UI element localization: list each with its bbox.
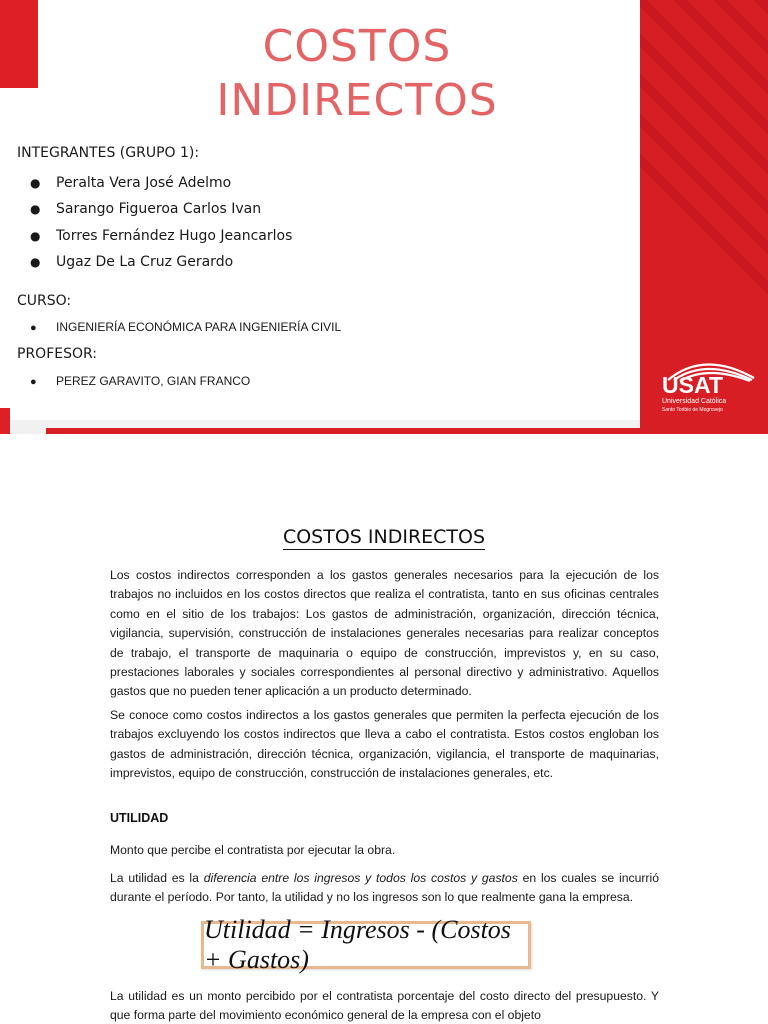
paragraph-5: La utilidad es un monto percibido por el contratista porcentaje del costo directo del presupuesto. Y que forma parte del movimiento económico general de la empresa con el objeto [110, 989, 659, 1023]
bullet-icon: ● [30, 176, 41, 190]
member-item [30, 228, 292, 244]
professor-label: PROFESOR: [17, 346, 98, 362]
paragraph-4 [110, 869, 659, 908]
member-item [30, 254, 233, 270]
utilidad-heading: UTILIDAD [110, 811, 169, 825]
member-name: Torres Fernández Hugo Jeancarlos [56, 228, 293, 244]
cover-title-line1: COSTOS [262, 21, 452, 72]
member-name: Sarango Figueroa Carlos Ivan [56, 201, 262, 217]
member-item [30, 201, 261, 217]
paragraph-3: Monto que percibe el contratista por ejecutar la obra. [110, 843, 396, 857]
usat-logo [662, 356, 758, 416]
document-title [0, 526, 768, 548]
logo-subtitle: Universidad Católica [662, 398, 727, 405]
logo-wordmark: USAT [662, 372, 723, 398]
left-accent-strip-bottom [0, 408, 10, 434]
member-name: Ugaz De La Cruz Gerardo [56, 254, 234, 270]
paragraph-2: Se conoce como costos indirectos a los gastos generales que permiten la perfecta ejecución de los trabajos excluyendo los costos indirectos que lleva a cabo el contratista. Estos costos engloban los gastos de administración, dirección técnica, organización, vigilancia, el transporte de maquinarias, imprevistos, equipo de construcción, construcción de instalaciones generales, etc. [110, 708, 659, 781]
bottom-accent-bar [46, 428, 640, 434]
members-label: INTEGRANTES (GRUPO 1): [17, 145, 200, 161]
document-title-text: COSTOS INDIRECTOS [282, 526, 486, 548]
professor-item [30, 374, 250, 388]
logo-subtitle-small: Santo Toribio de Mogrovejo [662, 407, 723, 413]
bullet-icon: ● [30, 229, 41, 243]
course-item [30, 320, 341, 334]
paragraph-4-start: La utilidad es la [110, 871, 204, 885]
bullet-icon: ● [30, 376, 37, 388]
bullet-icon: ● [30, 322, 37, 334]
course-name: INGENIERÍA ECONÓMICA PARA INGENIERÍA CIVIL [56, 320, 342, 334]
paragraph-4-italic: diferencia entre los ingresos y todos los costos y gastos [203, 871, 518, 885]
member-name: Peralta Vera José Adelmo [56, 175, 232, 191]
paragraph-4-end: en los cuales se incurrió durante el período. Por tanto, la utilidad y no los ingresos son lo que realmente gana la empresa. [110, 871, 659, 905]
formula-text: Utilidad = Ingresos - (Costos + Gastos) [204, 915, 511, 974]
utilidad-formula [201, 915, 531, 974]
cover-title-line2: INDIRECTOS [216, 75, 498, 126]
paragraph-1: Los costos indirectos corresponden a los gastos generales necesarios para la ejecución de los trabajos no incluidos en los costos directos que realiza el contratista, tanto en sus oficinas centrales como en el sitio de los trabajos: Los gastos de administración, organización, dirección técnica, vigilancia, supervisión, construcción de instalaciones generales necesarias para realizar conceptos de trabajo, el transporte de maquinaria o equipo de construcción, imprevistos y, en su caso, prestaciones laborales y sociales correspondientes al personal directivo y administrativo. Aquellos gastos que no pueden tener aplicación a un producto determinado. [110, 568, 659, 699]
bullet-icon: ● [30, 255, 41, 269]
professor-name: PEREZ GARAVITO, GIAN FRANCO [56, 374, 251, 388]
course-label: CURSO: [17, 293, 72, 309]
member-item [30, 175, 231, 191]
bullet-icon: ● [30, 202, 41, 216]
cover-slide [0, 0, 768, 434]
